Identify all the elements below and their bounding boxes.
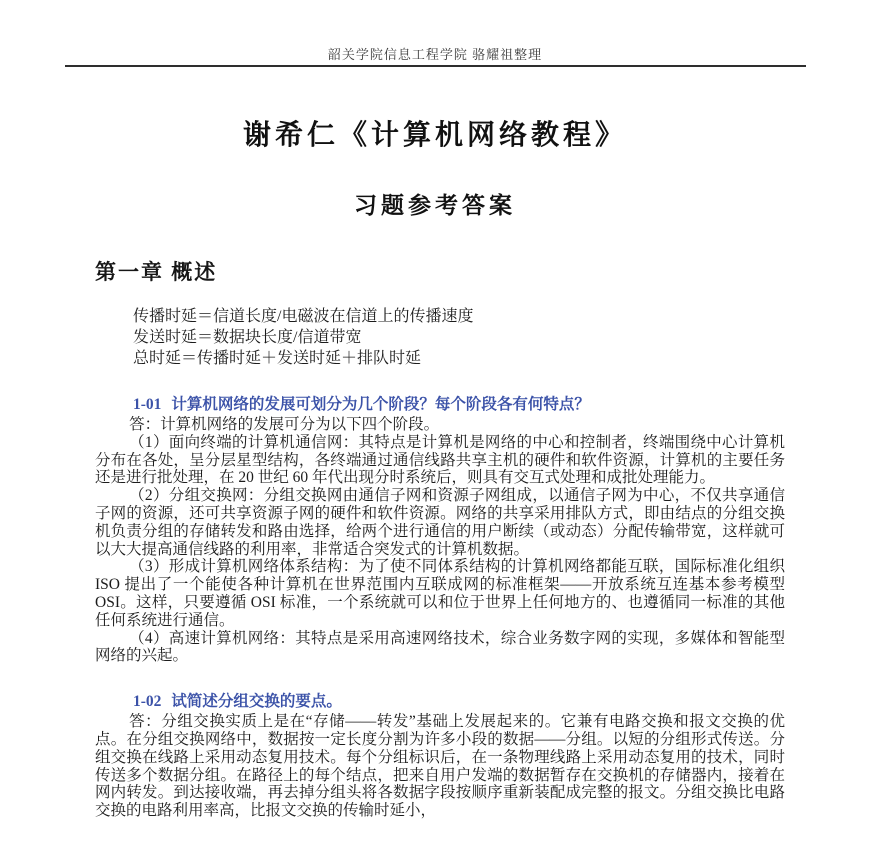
formula-line-propagation-delay: 传播时延＝信道长度/电磁波在信道上的传播速度 xyxy=(133,308,474,325)
document-body xyxy=(95,256,785,820)
document-title: 谢希仁《计算机网络教程》 xyxy=(242,120,627,151)
answer-1-01 xyxy=(95,416,785,665)
page-header: 韶关学院信息工程学院 骆耀祖整理 xyxy=(327,47,543,62)
question-number: 1-02 xyxy=(133,693,162,711)
answer-paragraph: （4）高速计算机网络：其特点是采用高速网络技术，综合业务数字网的实现，多媒体和智能型网络的兴起。 xyxy=(95,629,785,665)
answer-paragraph: 答：计算机网络的发展可分为以下四个阶段。 xyxy=(129,416,440,433)
chapter-heading: 第一章 概述 xyxy=(95,260,218,284)
answer-paragraph: （1）面向终端的计算机通信网：其特点是计算机是网络的中心和控制者，终端围绕中心计算机分布在各处，呈分层星型结构，各终端通过通信线路共享主机的硬件和软件资源，计算机的主要任务还是进行批处理，在 20 世纪 60 年代出现分时系统后，则具有交互式处理和成批处理能力。 xyxy=(95,433,785,487)
answer-paragraph: （3）形成计算机网络体系结构：为了使不同体系结构的计算机网络都能互联，国际标准化组织 ISO 提出了一个能使各种计算机在世界范围内互联成网的标准框架——开放系统互连基本参考模型 OSI。这样，只要遵循 OSI 标准，一个系统就可以和位于世界上任何地方的、也遵循同一标准的其他任何系统进行通信。 xyxy=(95,558,785,629)
formula-line-total-delay: 总时延＝传播时延＋发送时延＋排队时延 xyxy=(133,350,422,367)
formula-line-transmission-delay: 发送时延＝数据块长度/信道带宽 xyxy=(133,329,362,346)
question-number: 1-01 xyxy=(133,396,162,413)
question-heading-1-02 xyxy=(133,689,785,711)
question-heading-1-01 xyxy=(133,392,785,414)
answer-1-02 xyxy=(95,713,785,820)
question-text: 试简述分组交换的要点。 xyxy=(171,693,342,711)
answer-paragraph: （2）分组交换网：分组交换网由通信子网和资源子网组成，以通信子网为中心，不仅共享通信子网的资源，还可共享资源子网的硬件和软件资源。网络的共享采用排队方式，即由结点的分组交换机负责分组的存储转发和路由选择，给两个进行通信的用户断续（或动态）分配传输带宽，这样就可以大大提高通信线路的利用率，非常适合突发式的计算机数据。 xyxy=(95,487,785,558)
formula-block xyxy=(133,306,785,369)
document-subtitle: 习题参考答案 xyxy=(354,193,516,218)
question-text: 计算机网络的发展可划分为几个阶段？每个阶段各有何特点？ xyxy=(171,396,590,413)
header-rule xyxy=(65,65,806,67)
answer-paragraph: 答：分组交换实质上是在“存储——转发”基础上发展起来的。它兼有电路交换和报文交换的优点。在分组交换网络中，数据按一定长度分割为许多小段的数据——分组。以短的分组形式传送。分组交换在线路上采用动态复用技术。每个分组标识后，在一条物理线路上采用动态复用的技术，同时传送多个数据分组。在路径上的每个结点，把来自用户发端的数据暂存在交换机的存储器内，接着在网内转发。到达接收端，再去掉分组头将各数据字段按顺序重新装配成完整的报文。分组交换比电路交换的电路利用率高，比报文交换的传输时延小， xyxy=(95,713,785,820)
